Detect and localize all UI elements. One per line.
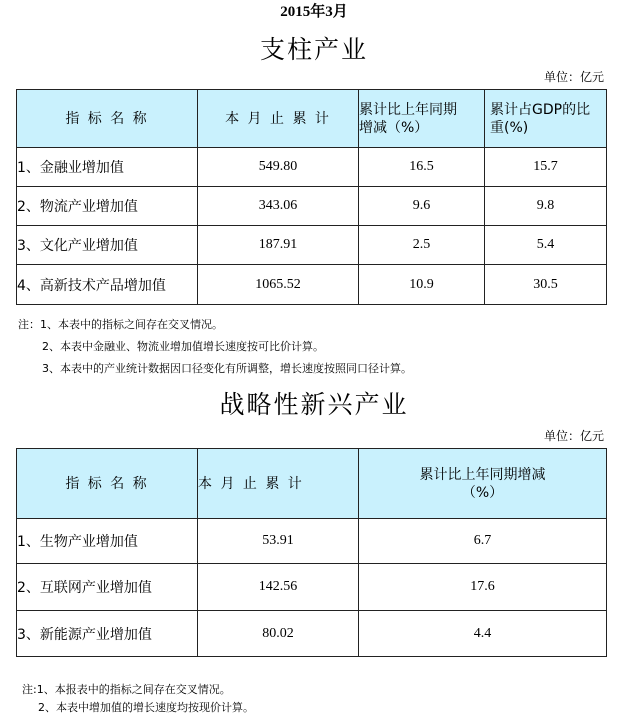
cumulative-value: 1065.52: [198, 265, 359, 305]
emerging-unit-label: 单位：亿元: [543, 429, 604, 443]
emerging-note-2: 2、本表中增加值的增长速度均按现价计算。: [38, 701, 254, 714]
growth-value: 9.6: [359, 187, 485, 226]
growth-value: 16.5: [359, 148, 485, 187]
cumulative-value: 549.80: [198, 148, 359, 187]
pillar-unit-label: 单位：亿元: [543, 70, 604, 84]
growth-value: 17.6: [359, 564, 607, 611]
emerging-section-title: 战略性新兴产业: [219, 390, 409, 419]
row-label: 2、物流产业增加值: [17, 187, 198, 226]
table-row: [17, 519, 607, 564]
cumulative-value: 187.91: [198, 226, 359, 265]
pillar-section-title: 支柱产业: [259, 35, 368, 64]
row-label: 4、高新技术产品增加值: [17, 265, 198, 305]
gdp-share-value: 15.7: [485, 148, 607, 187]
cumulative-value: 53.91: [198, 519, 359, 564]
header-cumulative: 本 月 止 累 计: [198, 90, 359, 148]
header-growth: 累计比上年同期 增减（%）: [359, 90, 485, 148]
report-period: 2015年3月: [280, 4, 348, 20]
row-label: 1、生物产业增加值: [17, 519, 198, 564]
emerging-industry-table: [16, 448, 607, 657]
table-row: [17, 611, 607, 657]
table-header-row: [17, 90, 607, 148]
pillar-note-1: 注：1、本表中的指标之间存在交叉情况。: [18, 318, 223, 331]
cumulative-value: 343.06: [198, 187, 359, 226]
pillar-note-3: 3、本表中的产业统计数据因口径变化有所调整，增长速度按照同口径计算。: [42, 362, 412, 375]
gdp-share-value: 30.5: [485, 265, 607, 305]
table-row: [17, 564, 607, 611]
cumulative-value: 80.02: [198, 611, 359, 657]
table-header-row: [17, 449, 607, 519]
gdp-share-value: 5.4: [485, 226, 607, 265]
emerging-note-1: 注:1、本报表中的指标之间存在交叉情况。: [22, 683, 231, 696]
cumulative-value: 142.56: [198, 564, 359, 611]
header-indicator-name: 指 标 名 称: [17, 449, 198, 519]
header-cumulative: 本 月 止 累 计: [198, 449, 359, 519]
growth-value: 4.4: [359, 611, 607, 657]
table-row: [17, 226, 607, 265]
gdp-share-value: 9.8: [485, 187, 607, 226]
row-label: 3、新能源产业增加值: [17, 611, 198, 657]
growth-value: 2.5: [359, 226, 485, 265]
growth-value: 10.9: [359, 265, 485, 305]
table-row: [17, 265, 607, 305]
growth-value: 6.7: [359, 519, 607, 564]
pillar-industry-table: [16, 89, 607, 305]
row-label: 1、金融业增加值: [17, 148, 198, 187]
pillar-note-2: 2、本表中金融业、物流业增加值增长速度按可比价计算。: [42, 340, 324, 353]
row-label: 2、互联网产业增加值: [17, 564, 198, 611]
table-row: [17, 148, 607, 187]
table-row: [17, 187, 607, 226]
row-label: 3、文化产业增加值: [17, 226, 198, 265]
header-growth: 累计比上年同期增减 （%）: [359, 449, 607, 519]
header-gdp-share: 累计占GDP的比 重(%): [485, 90, 607, 148]
header-indicator-name: 指 标 名 称: [17, 90, 198, 148]
